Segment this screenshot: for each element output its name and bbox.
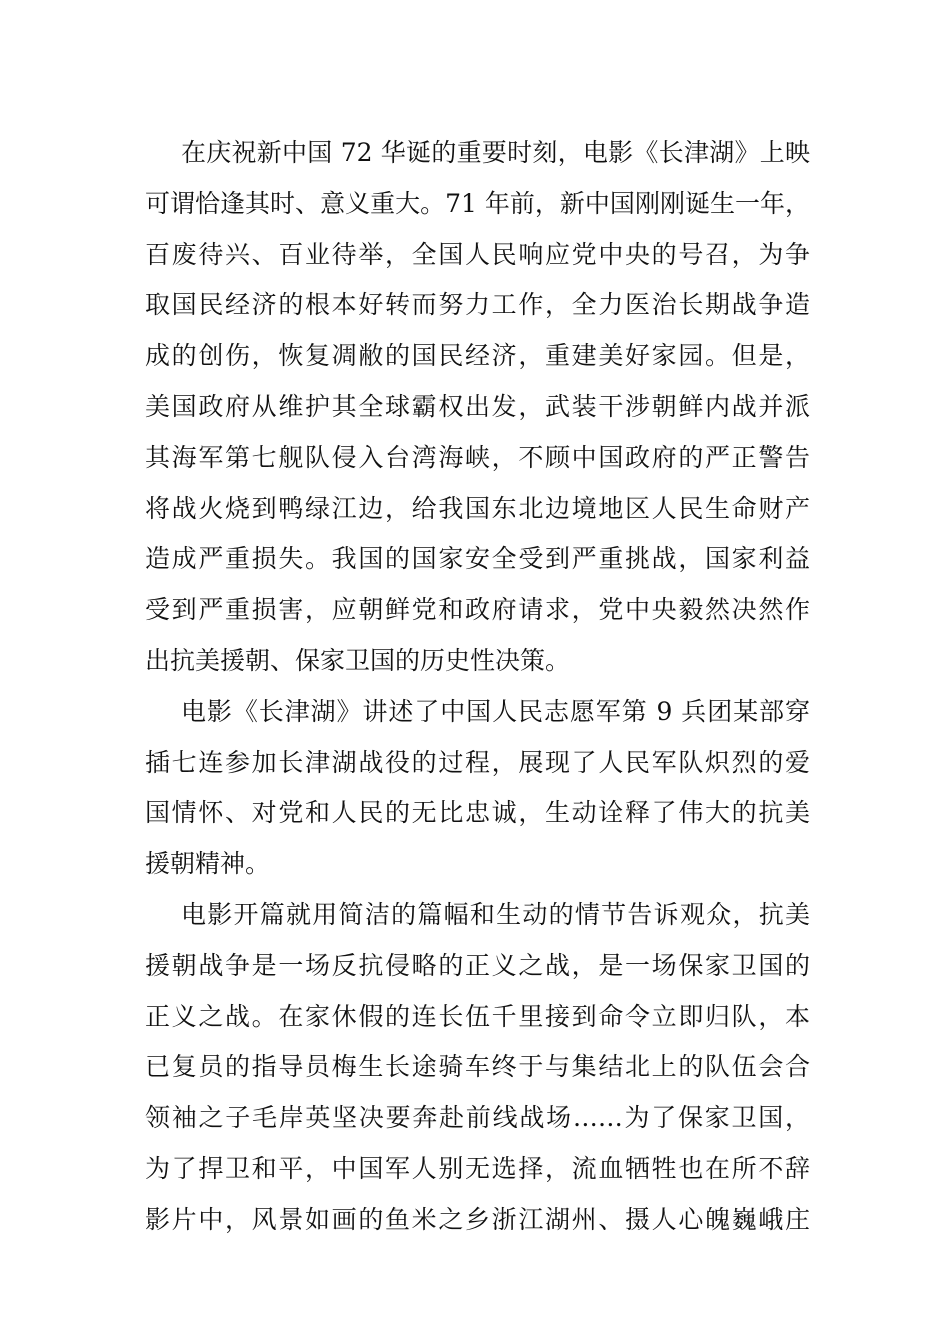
text-line: 百废待兴、百业待举，全国人民响应党中央的号召，为争: [145, 239, 810, 269]
text-line: 援朝战争是一场反抗侵略的正义之战，是一场保家卫国的: [145, 950, 810, 980]
paragraph-2: [145, 687, 810, 890]
text-line: 电影开篇就用简洁的篇幅和生动的情节告诉观众，抗美: [181, 899, 810, 929]
text-line: 其海军第七舰队侵入台湾海峡，不顾中国政府的严正警告: [145, 442, 810, 472]
paragraph-3: [145, 890, 810, 1246]
text-line: 正义之战。在家休假的连长伍千里接到命令立即归队，本: [145, 1001, 810, 1031]
text-line: 造成严重损失。我国的国家安全受到严重挑战，国家利益: [145, 544, 810, 574]
text-line: 援朝精神。: [145, 849, 271, 879]
document-body: [145, 128, 810, 1246]
text-line: 受到严重损害，应朝鲜党和政府请求，党中央毅然决然作: [145, 595, 810, 625]
text-line: 出抗美援朝、保家卫国的历史性决策。: [145, 645, 571, 675]
text-line: 领袖之子毛岸英坚决要奔赴前线战场……为了保家卫国，: [145, 1103, 810, 1133]
text-line: 可谓恰逢其时、意义重大。71 年前，新中国刚刚诞生一年，: [145, 188, 810, 218]
text-line: 成的创伤，恢复凋敝的国民经济，重建美好家园。但是，: [145, 341, 810, 371]
text-line: 已复员的指导员梅生长途骑车终于与集结北上的队伍会合: [145, 1052, 810, 1082]
paragraph-1: [145, 128, 810, 687]
text-line: 美国政府从维护其全球霸权出发，武装干涉朝鲜内战并派: [145, 391, 810, 421]
text-line: 国情怀、对党和人民的无比忠诚，生动诠释了伟大的抗美: [145, 798, 810, 828]
text-line: 取国民经济的根本好转而努力工作，全力医治长期战争造: [145, 290, 810, 320]
text-line: 电影《长津湖》讲述了中国人民志愿军第 9 兵团某部穿: [181, 696, 810, 726]
text-line: 为了捍卫和平，中国军人别无选择，流血牺牲也在所不辞: [145, 1153, 810, 1183]
text-line: 在庆祝新中国 72 华诞的重要时刻，电影《长津湖》上映: [181, 138, 810, 167]
text-line: 将战火烧到鸭绿江边，给我国东北边境地区人民生命财产: [145, 493, 810, 523]
text-line: 插七连参加长津湖战役的过程，展现了人民军队炽烈的爱: [145, 747, 810, 777]
text-line: 影片中，风景如画的鱼米之乡浙江湖州、摄人心魄巍峨庄: [145, 1204, 810, 1234]
